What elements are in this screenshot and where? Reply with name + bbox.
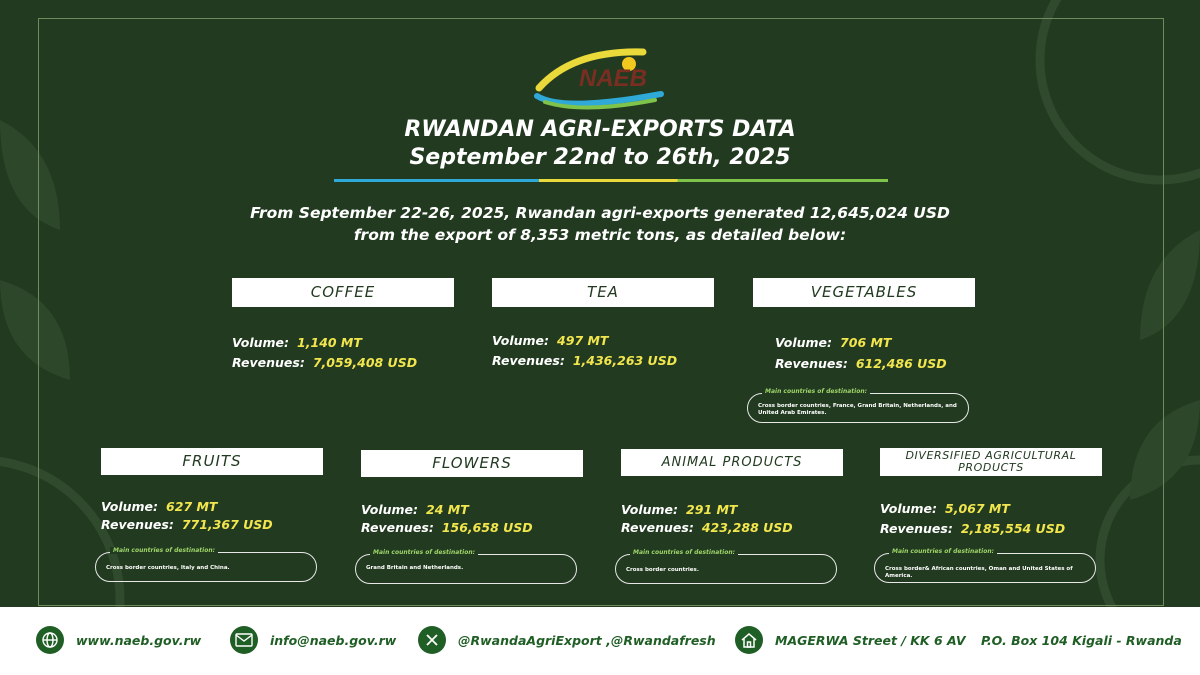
- footer-address: MAGERWA Street / KK 6 AV: [735, 623, 966, 657]
- revenues-row: Revenues: 423,288 USD: [621, 520, 793, 535]
- tricolor-divider: [334, 179, 888, 182]
- product-card-coffee: [232, 278, 454, 370]
- intro-text: From September 22-26, 2025, Rwandan agri-exports generated 12,645,024 USD from the export of 8,353 metric tons, as detailed below:: [250, 204, 950, 244]
- footer-social[interactable]: @RwandaAgriExport ,@Rwandafresh: [418, 623, 716, 657]
- product-card-fruits: [101, 448, 323, 571]
- volume-row: Volume: 497 MT: [492, 333, 609, 348]
- product-name: FRUITS: [101, 448, 323, 475]
- product-card-flowers: [361, 450, 583, 571]
- footer-website[interactable]: www.naeb.gov.rw: [36, 623, 201, 657]
- footer-pobox: P.O. Box 104 Kigali - Rwanda: [981, 632, 1182, 648]
- revenues-row: Revenues: 2,185,554 USD: [880, 521, 1066, 536]
- page-title: RWANDAN AGRI-EXPORTS DATA: [404, 117, 796, 142]
- footer: [0, 607, 1200, 675]
- x-icon: [418, 626, 446, 654]
- svg-text:NAEB: NAEB: [579, 65, 648, 92]
- product-card-vegetables: [753, 278, 975, 416]
- product-name: DIVERSIFIED AGRICULTURAL PRODUCTS: [880, 448, 1102, 476]
- destinations-box: Main countries of destination: Cross border countries.: [615, 554, 837, 584]
- revenues-row: Revenues: 612,486 USD: [775, 356, 947, 371]
- destinations-box: Main countries of destination: Cross border& African countries, Oman and United States of America.: [874, 553, 1096, 583]
- destinations-box: Main countries of destination: Grand Britain and Netherlands.: [355, 554, 577, 584]
- revenues-row: Revenues: 156,658 USD: [361, 520, 533, 535]
- volume-row: Volume: 291 MT: [621, 502, 738, 517]
- product-card-diversified-agricultural-products: [880, 448, 1102, 579]
- product-name: COFFEE: [232, 278, 454, 307]
- product-name: ANIMAL PRODUCTS: [621, 449, 843, 476]
- revenues-row: Revenues: 1,436,263 USD: [492, 353, 678, 368]
- revenues-row: Revenues: 7,059,408 USD: [232, 355, 418, 370]
- product-name: FLOWERS: [361, 450, 583, 477]
- volume-row: Volume: 627 MT: [101, 499, 218, 514]
- mail-icon: [230, 626, 258, 654]
- product-card-tea: [492, 278, 714, 368]
- page-subtitle-dates: September 22nd to 26th, 2025: [409, 145, 791, 170]
- destinations-box: Main countries of destination: Cross border countries, France, Grand Britain, Netherlands, and United Arab Emirates.: [747, 393, 969, 423]
- home-icon: [735, 626, 763, 654]
- product-name: TEA: [492, 278, 714, 307]
- destinations-box: Main countries of destination: Cross border countries, Italy and China.: [95, 552, 317, 582]
- volume-row: Volume: 706 MT: [775, 335, 892, 350]
- volume-row: Volume: 1,140 MT: [232, 335, 362, 350]
- globe-icon: [36, 626, 64, 654]
- product-name: VEGETABLES: [753, 278, 975, 307]
- volume-row: Volume: 24 MT: [361, 502, 469, 517]
- revenues-row: Revenues: 771,367 USD: [101, 517, 273, 532]
- product-card-animal-products: [621, 449, 843, 573]
- footer-email[interactable]: info@naeb.gov.rw: [230, 623, 396, 657]
- volume-row: Volume: 5,067 MT: [880, 501, 1010, 516]
- naeb-logo: [533, 42, 667, 112]
